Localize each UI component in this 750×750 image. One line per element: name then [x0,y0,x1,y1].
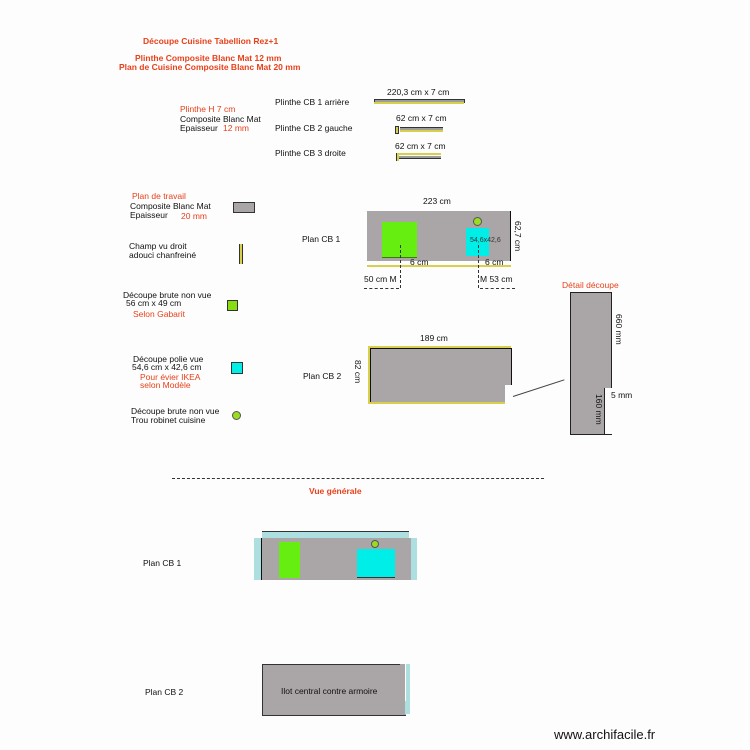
legend-plinthe-title: Plinthe H 7 cm [180,104,236,114]
plan-cb1-faucet-hole [473,217,482,226]
legend-decoupe-polie-note1: Pour évier IKEA [140,372,201,382]
subtitle-plinthe: Plinthe Composite Blanc Mat 12 mm [135,53,282,63]
overview-cb2-text: Ilot central contre armoire [281,686,378,696]
legend-decoupe-polie-note2: selon Modèle [140,380,191,390]
section-separator [172,478,544,479]
legend-plan-material: Composite Blanc Mat [130,201,211,211]
overview-cb1-faucet [371,540,379,548]
legend-cyan-swatch [231,362,243,374]
plan-cb1-sink-text: 54,6x42,6 [470,237,501,244]
plinthe-cb3-dimension: 62 cm x 7 cm [395,141,446,151]
legend-green-swatch [227,300,238,311]
watermark: www.archifacile.fr [554,727,656,742]
legend-decoupe-polie-line2: 54,6 cm x 42,6 cm [132,362,202,372]
plan-cb2-bottom-edge [368,402,505,404]
legend-champ-swatch [239,244,243,264]
overview-cb1-sink [357,549,395,578]
plan-cb1-offset-left: 6 cm [410,257,429,267]
legend-plan-thickness-label: Epaisseur [130,210,168,220]
plinthe-cb2-edge [400,130,443,132]
detail-right-edge [611,292,612,388]
plan-cb2-width: 189 cm [420,333,448,343]
legend-decoupe-brute-line1: Découpe brute non vue [123,290,212,300]
detail-leader-line [513,379,565,397]
plan-cb2-notch [505,385,513,405]
legend-plan-title: Plan de travail [132,191,186,201]
legend-decoupe-polie-line1: Découpe polie vue [133,354,204,364]
plan-cb1-depth: 62,7 cm [513,221,523,252]
plinthe-cb2-dimension: 62 cm x 7 cm [396,113,447,123]
legend-champ-line1: Champ vu droit [129,241,187,251]
plan-cb1-axis-right: M 53 cm [480,274,513,284]
subtitle-plan: Plan de Cuisine Composite Blanc Mat 20 mm [119,62,301,72]
plan-cb1-offset-right: 6 cm [485,257,504,267]
plinthe-cb3-edge [398,153,441,155]
plinthe-cb3-end-edge [396,153,399,161]
overview-cb1-right-plinthe [410,538,417,580]
plinthe-cb2-end-edge [395,126,399,134]
overview-cb2-notch [400,664,406,701]
legend-decoupe-brute-line2: 56 cm x 49 cm [126,298,182,308]
detail-title: Détail découpe [562,280,619,290]
plan-cb2-slab [370,348,512,402]
plan-cb1-axis-right-line [478,245,479,288]
plan-cb1-axis-left-line [400,245,401,288]
plinthe-cb3-label: Plinthe CB 3 droite [275,148,346,158]
plinthe-cb1-label: Plinthe CB 1 arrière [275,97,350,107]
plinthe-cb2-label: Plinthe CB 2 gauche [275,123,353,133]
overview-cb2-label: Plan CB 2 [145,687,184,697]
plan-cb1-width: 223 cm [423,196,451,206]
legend-trou-line1: Découpe brute non vue [131,406,220,416]
detail-dim-notch: 5 mm [611,390,633,400]
overview-cb1-green-cutout [279,542,300,578]
legend-robinet-swatch [232,411,241,420]
plan-cb2-depth: 82 cm [353,360,363,384]
legend-decoupe-brute-note: Selon Gabarit [133,309,185,319]
detail-dim-long: 660 mm [614,314,624,345]
plan-cb1-axis-left-underline [364,288,399,289]
plinthe-cb1-dimension: 220,3 cm x 7 cm [387,87,450,97]
plinthe-cb1-edge [374,102,464,104]
legend-champ-line2: adouci chanfreiné [129,250,197,260]
legend-plan-swatch [233,202,255,213]
plan-cb2-label: Plan CB 2 [303,371,342,381]
legend-trou-line2: Trou robinet cuisine [131,415,206,425]
legend-plan-thickness-value: 20 mm [181,211,207,221]
overview-title: Vue générale [309,486,362,496]
legend-plinthe-thickness-value: 12 mm [223,123,249,133]
plinthe-cb3-shape [398,156,441,159]
plan-cb1-axis-left: 50 cm M [364,274,397,284]
plan-cb1-axis-right-underline [480,288,515,289]
overview-cb1-label: Plan CB 1 [143,558,182,568]
page-title: Découpe Cuisine Tabellion Rez+1 [143,36,279,46]
legend-plinthe-thickness-label: Epaisseur [180,123,218,133]
legend-plinthe-material: Composite Blanc Mat [180,114,261,124]
plan-cb1-label: Plan CB 1 [302,234,341,244]
detail-dim-short: 160 mm [594,394,604,425]
